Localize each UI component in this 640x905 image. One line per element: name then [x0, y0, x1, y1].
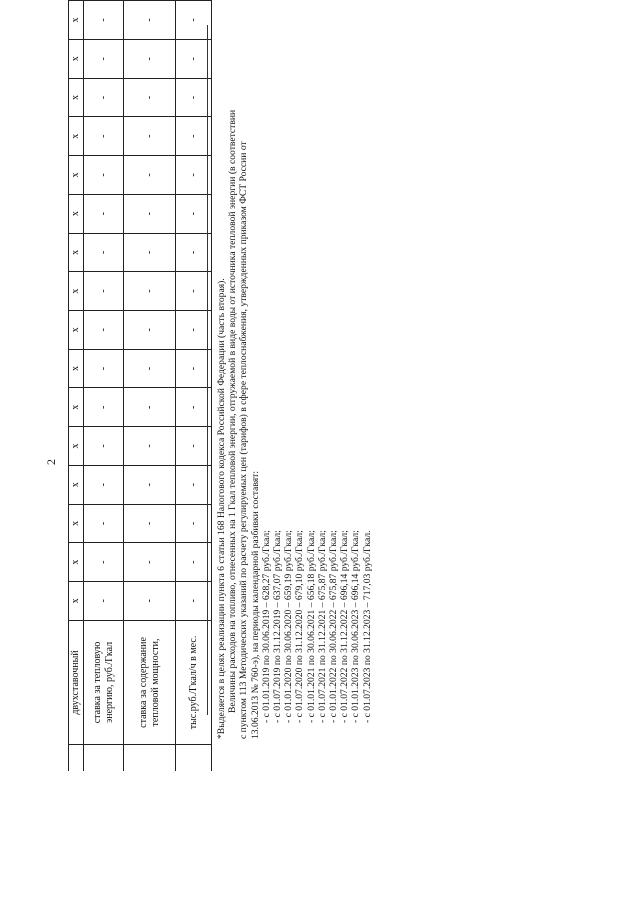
table-cell: -	[176, 388, 212, 427]
row-label: двухставочный	[69, 620, 84, 744]
table-cell: -	[124, 349, 176, 388]
table-cell: -	[124, 117, 176, 156]
table-cell-blank	[124, 745, 176, 771]
table-cell: -	[84, 78, 124, 117]
table-cell: -	[176, 349, 212, 388]
table-cell: х	[69, 117, 84, 156]
row-label: тыс.руб./Гкал/ч в мес.	[176, 620, 212, 744]
notes-block	[216, 9, 373, 739]
table-cell: -	[84, 39, 124, 78]
table-cell: -	[84, 310, 124, 349]
table-cell: -	[124, 543, 176, 582]
table-cell: -	[84, 1, 124, 40]
table-cell: -	[176, 39, 212, 78]
period-item: - с 01.01.2020 по 30.06.2020 – 659,19 руб./Гкал;	[283, 530, 295, 723]
table-cell: -	[176, 543, 212, 582]
period-list	[261, 9, 373, 739]
table-row	[124, 1, 176, 772]
table-cell: -	[84, 233, 124, 272]
table-cell: х	[69, 310, 84, 349]
table-cell: -	[176, 78, 212, 117]
table-cell: -	[84, 582, 124, 621]
notes-paragraph-1: Величины расходов на топливо, отнесенных на 1 Гкал тепловой энергии, отгружаемой в виде воды от источника тепловой энергии (в соответствии	[227, 109, 239, 713]
table-cell: х	[69, 78, 84, 117]
table-cell: -	[124, 465, 176, 504]
table-cell: -	[176, 582, 212, 621]
table-cell: -	[84, 117, 124, 156]
table-cell: х	[69, 504, 84, 543]
period-item: - с 01.07.2019 по 31.12.2019 – 637,07 руб./Гкал;	[272, 530, 284, 723]
table-cell: х	[69, 1, 84, 40]
row-label: ставка за содержание тепловой мощности,	[124, 620, 176, 744]
table-cell: -	[176, 117, 212, 156]
table-cell: -	[176, 194, 212, 233]
table-cell: -	[176, 1, 212, 40]
table-cell: х	[69, 388, 84, 427]
table-cell: -	[124, 194, 176, 233]
period-item: - с 01.07.2020 по 31.12.2020 – 679,10 руб./Гкал;	[294, 530, 306, 723]
table-cell: -	[84, 465, 124, 504]
table-cell: -	[176, 427, 212, 466]
footnote: *Выделяется в целях реализации пункта 6 статьи 168 Налогового кодекса Российской Федерации (часть вторая).	[216, 278, 227, 739]
period-item: - с 01.01.2022 по 30.06.2022 – 675,87 руб./Гкал;	[328, 530, 340, 723]
table-cell: х	[69, 233, 84, 272]
table-cell: -	[124, 233, 176, 272]
period-item: - с 01.01.2021 по 30.06.2021 – 656,18 руб./Гкал;	[305, 530, 317, 723]
table-cell: -	[124, 310, 176, 349]
period-item: - с 01.01.2023 по 30.06.2023 – 696,14 руб./Гкал;	[350, 530, 362, 723]
table-cell: -	[124, 1, 176, 40]
table-cell: -	[84, 349, 124, 388]
table-cell-blank	[84, 745, 124, 771]
row-label: ставка за тепловую энергию, руб./Гкал	[84, 620, 124, 744]
table-cell: -	[84, 504, 124, 543]
table-row	[84, 1, 124, 772]
footnote-rule	[207, 25, 208, 715]
table-cell: -	[124, 427, 176, 466]
table-cell: х	[69, 39, 84, 78]
table-cell: х	[69, 194, 84, 233]
table-cell: -	[176, 504, 212, 543]
table-cell: -	[176, 465, 212, 504]
period-item: - с 01.01.2019 по 30.06.2019 – 628,27 руб./Гкал;	[260, 530, 272, 723]
period-item: - с 01.07.2023 по 31.12.2023 – 717,03 руб./Гкал.	[361, 530, 373, 723]
table-cell: х	[69, 465, 84, 504]
table-cell: -	[84, 194, 124, 233]
notes-paragraph-3: 13.06.2013 № 760-э), на периоды календарной разбивки составят:	[249, 471, 261, 739]
table-cell: -	[124, 156, 176, 195]
table-cell: х	[69, 349, 84, 388]
table-cell: -	[84, 388, 124, 427]
table-cell: -	[124, 504, 176, 543]
table-cell: х	[69, 156, 84, 195]
table-cell: -	[124, 388, 176, 427]
table-cell: -	[176, 156, 212, 195]
page-number: 2	[44, 459, 58, 465]
period-item: - с 01.07.2021 по 31.12.2021 – 675,87 руб./Гкал;	[316, 530, 328, 723]
table-cell: -	[84, 156, 124, 195]
table-cell: -	[124, 39, 176, 78]
table-cell: -	[84, 272, 124, 311]
table-cell: -	[176, 233, 212, 272]
table-cell: -	[84, 543, 124, 582]
table-cell-blank	[176, 745, 212, 771]
table-cell: х	[69, 427, 84, 466]
table-cell-blank	[69, 745, 84, 771]
period-item: - с 01.07.2022 по 31.12.2022 – 696,14 руб./Гкал;	[339, 530, 351, 723]
table-cell: х	[69, 582, 84, 621]
table-cell: х	[69, 272, 84, 311]
notes-paragraph-2: с пунктом 113 Методических указаний по расчету регулируемых цен (тарифов) в сфере теплоснабжения, утвержденных приказом ФСТ России от	[238, 141, 250, 739]
table-cell: -	[84, 427, 124, 466]
table-cell: -	[176, 310, 212, 349]
table-row	[69, 1, 84, 772]
table-cell: -	[176, 272, 212, 311]
table-cell: х	[69, 543, 84, 582]
table-cell: -	[124, 582, 176, 621]
table-cell: -	[124, 78, 176, 117]
tariff-table	[68, 0, 212, 771]
table-cell: -	[124, 272, 176, 311]
